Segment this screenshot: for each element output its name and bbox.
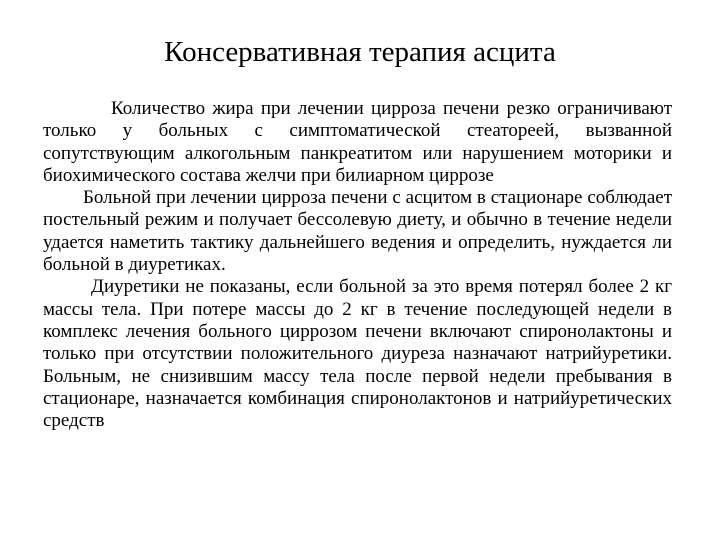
paragraph-hospital-regimen: Больной при лечении цирроза печени с асцитом в стационаре соблюдает постельный режим и получает бессолевую диету, и обычно в течение недели удается наметить тактику дальнейшего ведения и определить, нуждается ли больной в диуретиках. — [43, 187, 672, 276]
paragraph-diuretics: Диуретики не показаны, если больной за это время потерял более 2 кг массы тела. При потере массы до 2 кг в течение последующей недели в комплекс лечения больного циррозом печени включают спиронолактоны и только при отсутствии положительного диуреза назначают натрийуретики. Больным, не снизившим массу тела после первой недели пребывания в стационаре, назначается комбинация спиронолактонов и натрийуретических средств — [43, 276, 672, 432]
slide-title: Консервативная терапия асцита — [164, 36, 556, 68]
paragraph-fat-intake: Количество жира при лечении цирроза печени резко ограничивают только у больных с симптоматической стеатореей, вызванной сопутствующим алкогольным панкреатитом или нарушением моторики и биохимического состава желчи при билиарном циррозе — [43, 98, 672, 186]
slide-body — [43, 98, 672, 432]
